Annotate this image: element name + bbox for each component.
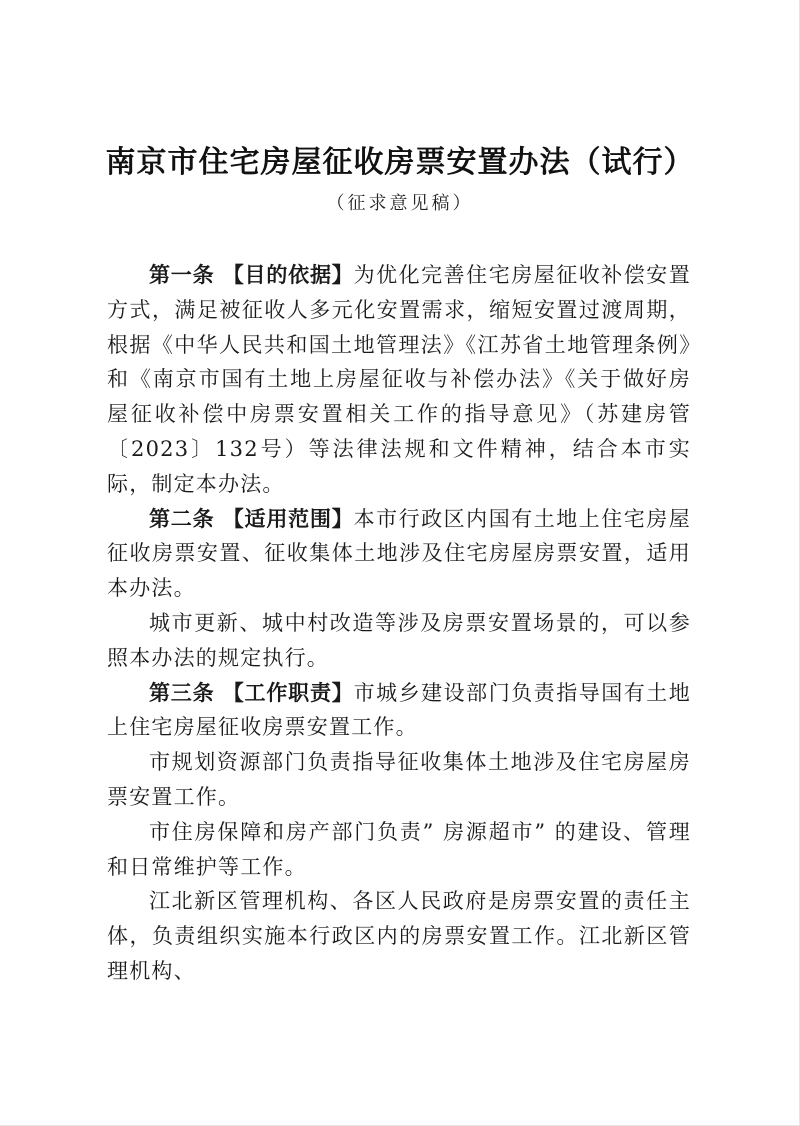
article-topic: 【目的依据】 [222, 263, 354, 287]
paragraph: 城市更新、城中村改造等涉及房票安置场景的，可以参照本办法的规定执行。 [107, 610, 691, 670]
paragraph: 市规划资源部门负责指导征收集体土地涉及住宅房屋房票安置工作。 [107, 750, 691, 809]
article-1 [107, 258, 691, 502]
article-text: 市城乡建设部门负责指导国有土地上住宅房屋征收房票安置工作。 [107, 680, 691, 740]
document-title: 南京市住宅房屋征收房票安置办法（试行） [105, 145, 695, 180]
article-text: 本市行政区内国有土地上住宅房屋征收房票安置、征收集体土地涉及住宅房屋房票安置，适用本办法。 [107, 506, 691, 601]
document-subtitle: （征求意见稿） [326, 193, 474, 214]
article-3 [107, 676, 691, 746]
article-number: 第一条 [149, 263, 215, 287]
article-number: 第二条 [149, 506, 215, 531]
paragraph: 江北新区管理机构、各区人民政府是房票安置的责任主体，负责组织实施本行政区内的房票安置工作。江北新区管理机构、 [107, 889, 691, 983]
article-topic: 【工作职责】 [222, 680, 354, 705]
paragraph: 市住房保障和房产部门负责” 房源超市” 的建设、管理和日常维护等工作。 [107, 819, 691, 879]
article-topic: 【适用范围】 [222, 506, 354, 531]
article-text: 为优化完善住宅房屋征收补偿安置方式，满足被征收人多元化安置需求，缩短安置过渡周期，根据《中华人民共和国土地管理法》《江苏省土地管理条例》和《南京市国有土地上房屋征收与补偿办法》《关于做好房屋征收补偿中房票安置相关工作的指导意见》（苏建房管〔2023〕132号）等法律法规和文件精神，结合本市实际，制定本办法。 [107, 263, 691, 496]
article-2 [107, 502, 691, 606]
article-number: 第三条 [149, 680, 215, 705]
document-body [107, 258, 691, 989]
